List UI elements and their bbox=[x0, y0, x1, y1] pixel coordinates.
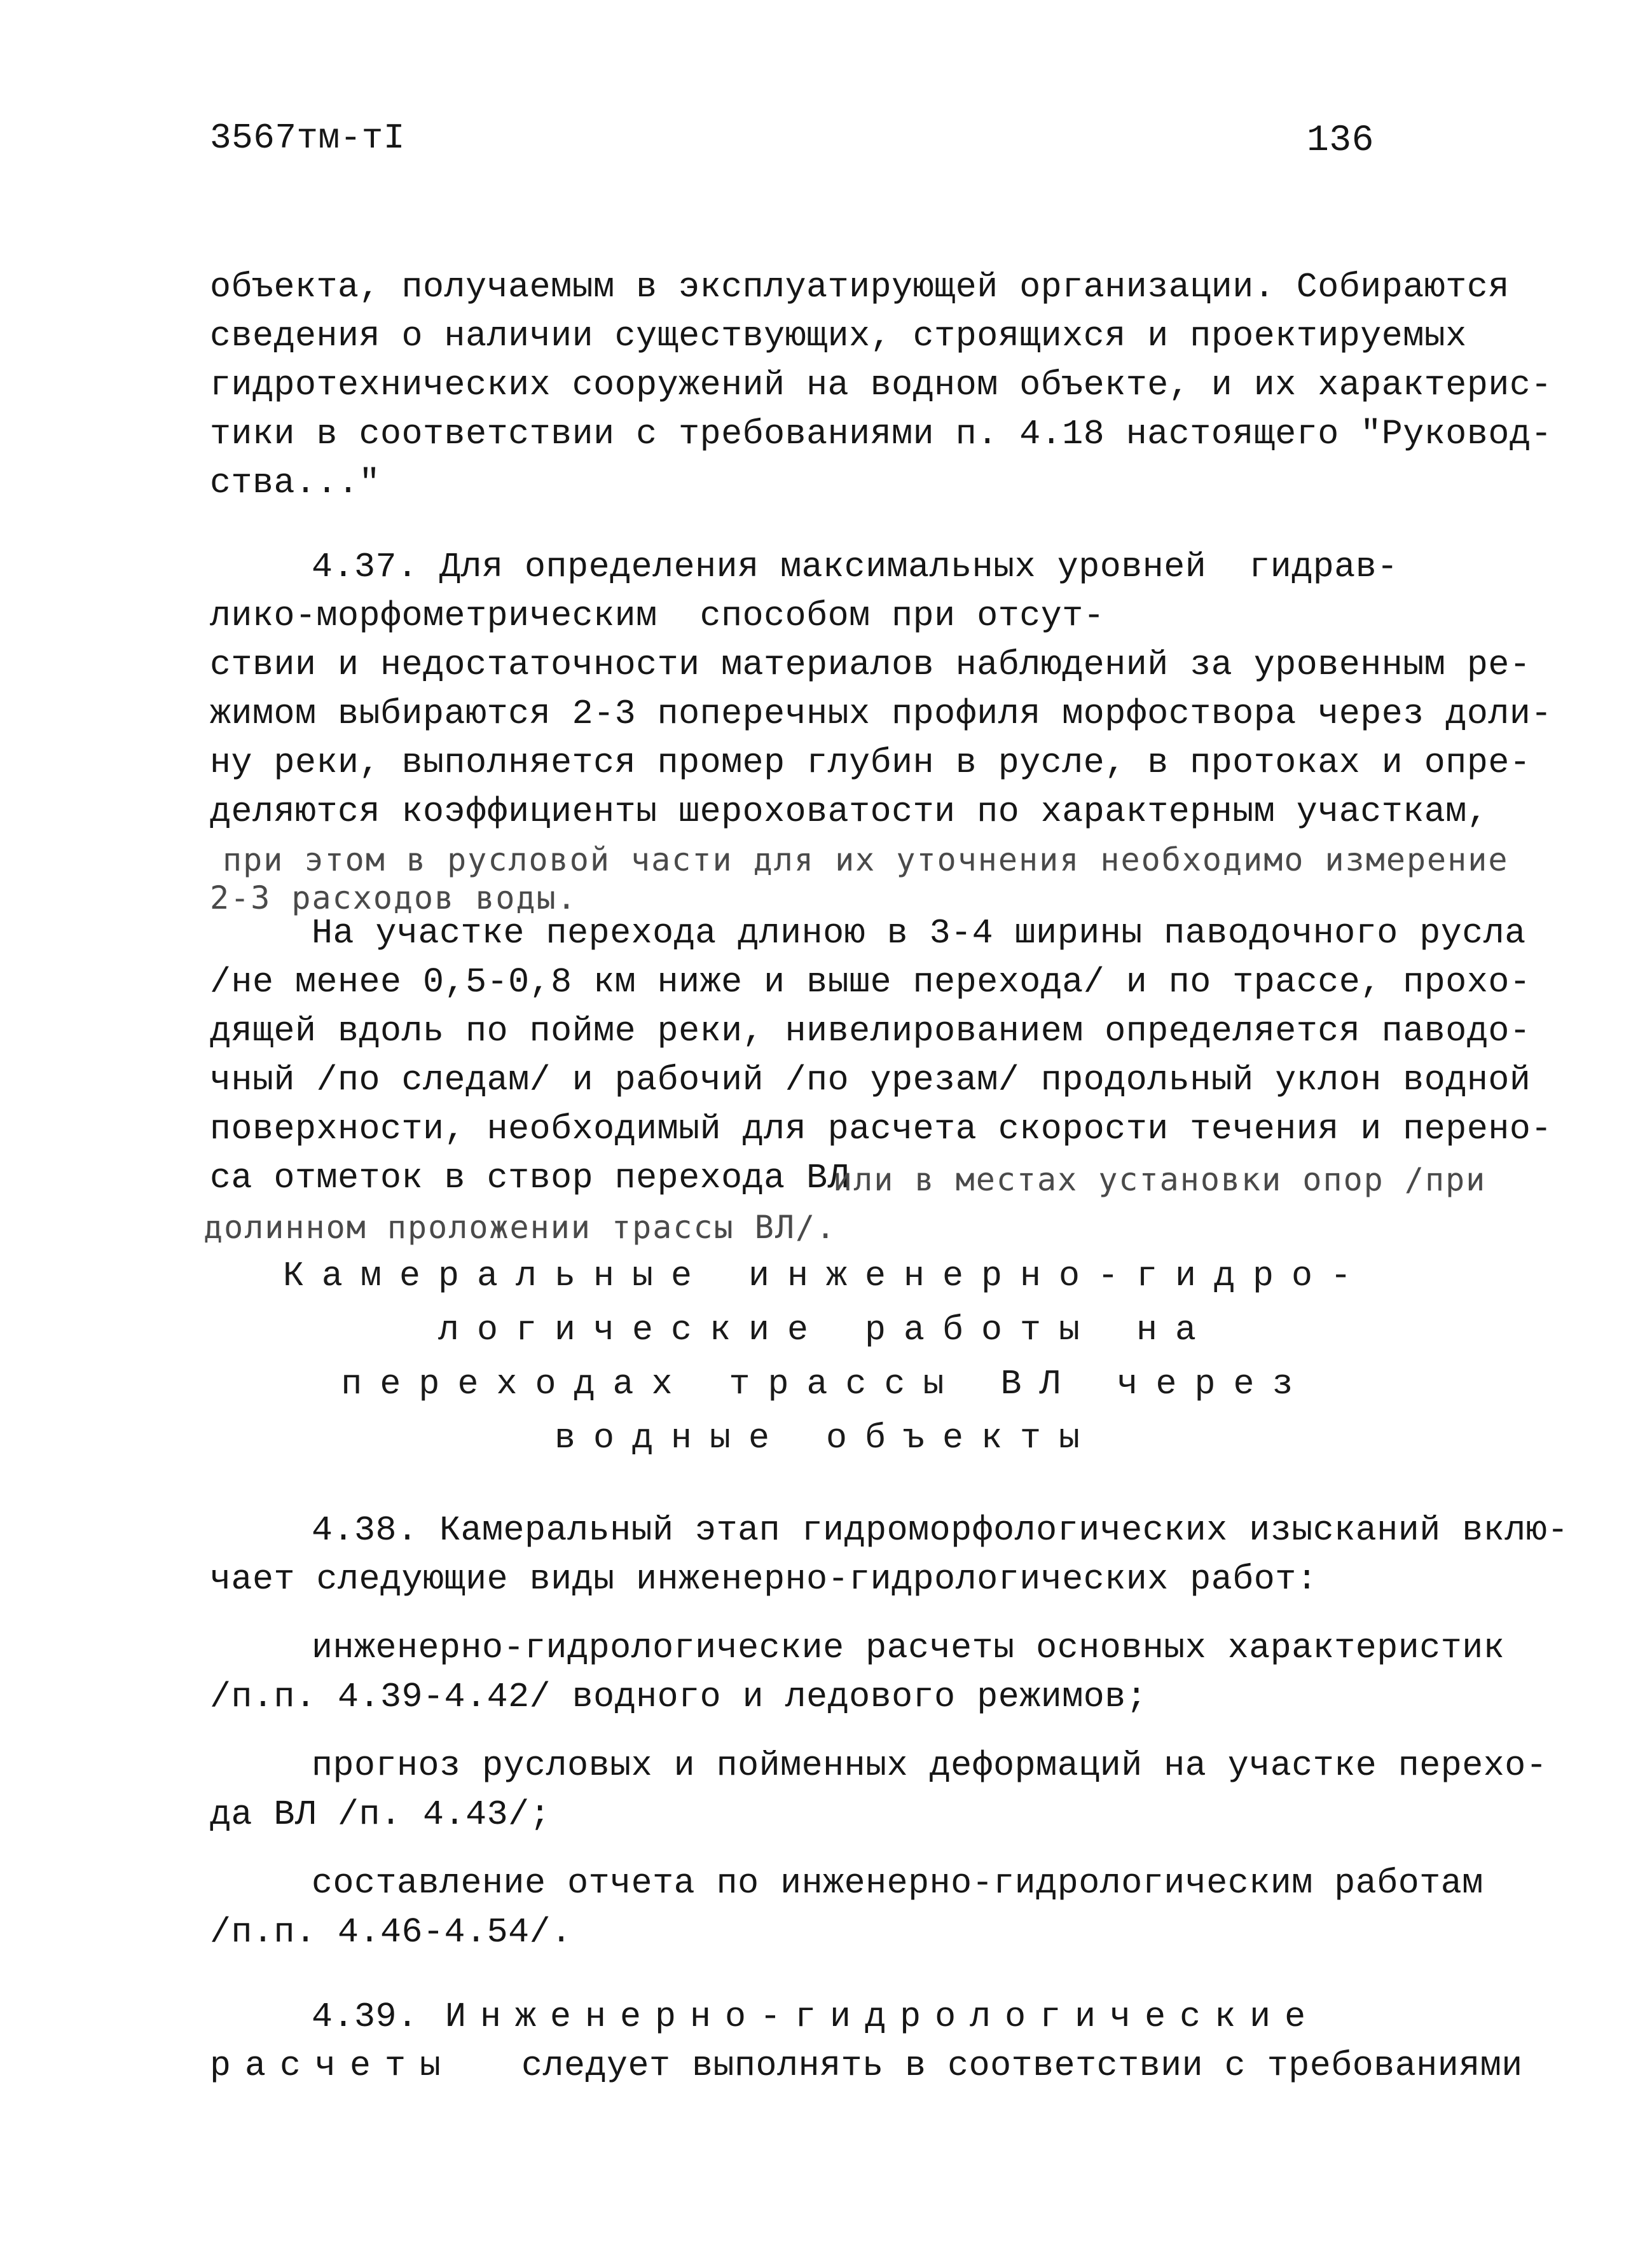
inserted-line: или в местах установки опор /при bbox=[833, 1161, 1487, 1198]
inserted-line: при этом в русловой части для их уточнения необходимо измерение bbox=[223, 841, 1509, 878]
section-heading-line: логические работы на bbox=[437, 1310, 1215, 1350]
section-heading-line: переходах трассы ВЛ через bbox=[341, 1364, 1311, 1404]
paragraph-4-38-line: 4.38. Камеральный этап гидроморфологических изысканий вклю- bbox=[312, 1510, 1569, 1550]
list-item-line: прогноз русловых и пойменных деформаций на участке перехо- bbox=[312, 1746, 1548, 1786]
list-item-line: составление отчета по инженерно-гидрологическим работам bbox=[312, 1863, 1483, 1903]
inserted-line: долинном проложении трассы ВЛ/. bbox=[203, 1209, 837, 1246]
list-item-line: /п.п. 4.39-4.42/ водного и ледового режимов; bbox=[210, 1677, 1148, 1717]
text-line: сведения о наличии существующих, строящихся и проектируемых bbox=[210, 316, 1467, 356]
paragraph-4-37-line: /не менее 0,5-0,8 км ниже и выше перехода/ и по трассе, прохо- bbox=[210, 962, 1531, 1002]
spaced-term: Инженерно-гидрологические bbox=[445, 1997, 1320, 2037]
spaced-term: расчеты bbox=[210, 2046, 455, 2086]
paragraph-4-39-text: следует выполнять в соответствии с требованиями bbox=[521, 2046, 1523, 2086]
paragraph-4-38-line: чает следующие виды инженерно-гидрологических работ: bbox=[210, 1559, 1318, 1599]
text-line: тики в соответствии с требованиями п. 4.18 настоящего "Руковод- bbox=[210, 414, 1552, 454]
paragraph-4-37-line: деляются коэффициенты шероховатости по характерным участкам, bbox=[210, 792, 1489, 832]
section-heading-line: Камеральные инженерно-гидро- bbox=[282, 1256, 1370, 1296]
paragraph-4-39-number: 4.39. bbox=[312, 1997, 418, 2037]
paragraph-4-37-line: лико-морфометрическим способом при отсут- bbox=[210, 596, 1105, 636]
paragraph-4-37-line: ствии и недостаточности материалов наблюдений за уровенным ре- bbox=[210, 645, 1531, 685]
paragraph-4-37-line: дящей вдоль по пойме реки, нивелированием определяется паводо- bbox=[210, 1011, 1531, 1051]
paragraph-4-37-line: жимом выбираются 2-3 поперечных профиля морфоствора через доли- bbox=[210, 694, 1552, 734]
list-item-line: инженерно-гидрологические расчеты основных характеристик bbox=[312, 1628, 1505, 1668]
text-line: объекта, получаемым в эксплуатирующей организации. Собираются bbox=[210, 267, 1510, 307]
paragraph-4-37-line: ну реки, выполняется промер глубин в русле, в протоках и опре- bbox=[210, 743, 1531, 783]
document-code: 3567тм-тI bbox=[210, 118, 405, 158]
paragraph-4-37-line: На участке перехода длиною в 3-4 ширины паводочного русла bbox=[312, 913, 1526, 953]
text-line: гидротехнических сооружений на водном объекте, и их характерис- bbox=[210, 365, 1552, 405]
inserted-line: 2-3 расходов воды. bbox=[210, 879, 577, 916]
list-item-line: /п.п. 4.46-4.54/. bbox=[210, 1912, 572, 1952]
list-item-line: да ВЛ /п. 4.43/; bbox=[210, 1795, 551, 1835]
paragraph-4-37-line: са отметок в створ перехода ВЛ bbox=[210, 1158, 850, 1198]
paragraph-4-37-line: 4.37. Для определения максимальных уровней гидрав- bbox=[312, 547, 1398, 587]
paragraph-4-37-line: поверхности, необходимый для расчета скорости течения и перено- bbox=[210, 1109, 1552, 1149]
page-number: 136 bbox=[1307, 120, 1374, 162]
paragraph-4-37-line: чный /по следам/ и рабочий /по урезам/ продольный уклон водной bbox=[210, 1060, 1531, 1100]
section-heading-line: водные объекты bbox=[554, 1418, 1098, 1458]
text-line: ства..." bbox=[210, 463, 381, 503]
